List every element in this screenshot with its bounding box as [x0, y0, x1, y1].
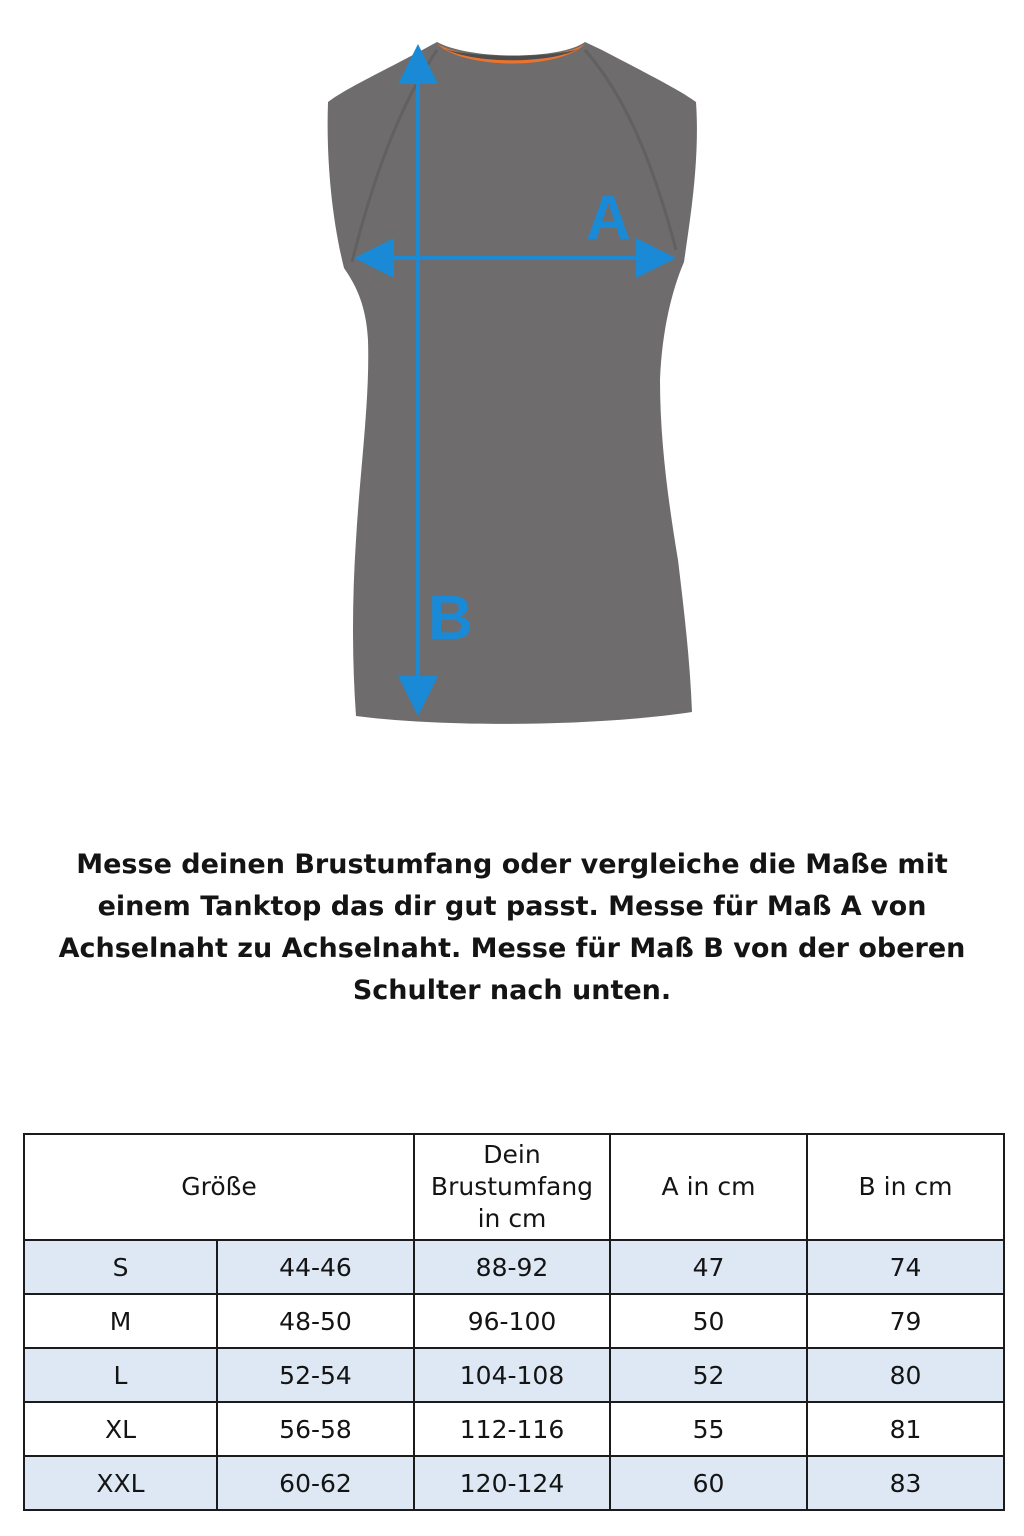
table-row: [24, 1294, 1004, 1348]
cell-chest: 112-116: [414, 1402, 610, 1456]
cell-b: 80: [807, 1348, 1004, 1402]
tank-top-illustration: [0, 0, 1024, 760]
cell-chest: 104-108: [414, 1348, 610, 1402]
header-b: B in cm: [807, 1134, 1004, 1240]
cell-b: 81: [807, 1402, 1004, 1456]
cell-a: 50: [610, 1294, 807, 1348]
cell-a: 47: [610, 1240, 807, 1294]
cell-size: S: [24, 1240, 217, 1294]
cell-b: 83: [807, 1456, 1004, 1510]
size-table: [23, 1133, 1005, 1511]
cell-a: 52: [610, 1348, 807, 1402]
cell-b: 74: [807, 1240, 1004, 1294]
cell-eu-size: 52-54: [217, 1348, 414, 1402]
cell-eu-size: 60-62: [217, 1456, 414, 1510]
cell-chest: 96-100: [414, 1294, 610, 1348]
cell-size: XL: [24, 1402, 217, 1456]
header-chest: [414, 1134, 610, 1240]
cell-chest: 120-124: [414, 1456, 610, 1510]
cell-eu-size: 56-58: [217, 1402, 414, 1456]
header-chest-line3: in cm: [477, 1204, 547, 1233]
header-chest-line1: Dein: [483, 1140, 541, 1169]
table-row: [24, 1456, 1004, 1510]
cell-a: 55: [610, 1402, 807, 1456]
cell-a: 60: [610, 1456, 807, 1510]
table-row: [24, 1402, 1004, 1456]
header-size: Größe: [24, 1134, 414, 1240]
table-row: [24, 1240, 1004, 1294]
cell-size: L: [24, 1348, 217, 1402]
table-row: [24, 1348, 1004, 1402]
tank-top-figure: [0, 0, 1024, 760]
table-header-row: [24, 1134, 1004, 1240]
cell-eu-size: 48-50: [217, 1294, 414, 1348]
header-chest-line2: Brustumfang: [430, 1172, 594, 1201]
cell-eu-size: 44-46: [217, 1240, 414, 1294]
cell-b: 79: [807, 1294, 1004, 1348]
header-a: A in cm: [610, 1134, 807, 1240]
measure-a-label: A: [586, 184, 631, 253]
measurement-instructions: Messe deinen Brustumfang oder vergleiche die Maße mit einem Tanktop das dir gut passt. Messe für Maß A von Achselnaht zu Achselnaht. Messe für Maß B von der oberen Schulter nach unten.: [58, 849, 966, 1006]
cell-chest: 88-92: [414, 1240, 610, 1294]
measure-b-label: B: [428, 584, 473, 653]
cell-size: M: [24, 1294, 217, 1348]
cell-size: XXL: [24, 1456, 217, 1510]
